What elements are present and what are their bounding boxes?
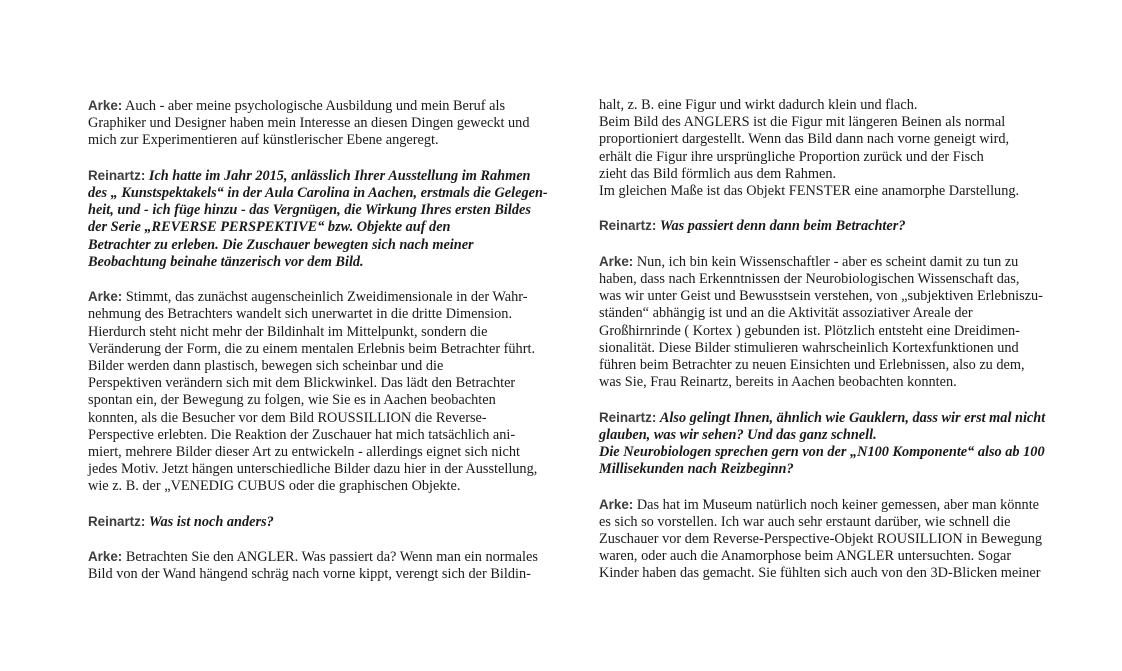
text-line [599,114,1077,131]
question-text: glauben, was wir sehen? Und das ganz schnell. [599,426,877,443]
speaker-label: Arke: [88,549,123,565]
answer-text: konnten, als die Besucher vor dem Bild ROUSSILLION die Reverse- [88,409,487,426]
text-line [599,357,1077,374]
answer-text: Zuschauer vor dem Reverse-Perspective-Objekt ROUSILLION in Bewegung [599,531,1043,548]
text-line [88,97,566,115]
text-line [599,409,1077,427]
answer-text: Graphiker und Designer haben mein Interesse an diesen Dingen geweckt und [88,115,530,132]
text-line [599,565,1077,582]
question-text: Betrachter zu erleben. Die Zuschauer bewegten sich nach meiner [88,236,474,253]
text-line [88,478,566,495]
question-text: Millisekunden nach Reizbeginn? [599,461,794,478]
answer-text: ständen“ abhängig ist und an die Aktivität assoziativer Areale der [599,305,973,322]
answer-text: Veränderung der Form, die zu einem mentalen Erlebnis beim Betrachter führt. [88,340,536,357]
answer-text: Großhirnrinde ( Kortex ) gebunden ist. Plötzlich entsteht eine Dreidimen- [599,322,1020,339]
text-line [599,253,1077,271]
answer-text: haben, dass nach Erkenntnissen der Neurobiologischen Wissenschaft das, [599,271,1020,287]
question-text: Was ist noch anders? [148,513,274,530]
interview-paragraph [88,97,566,150]
text-line [599,305,1077,322]
answer-text: Kinder haben das gemacht. Sie fühlten sich auch von den 3D-Blicken meiner [599,565,1041,582]
question-text: heit, und - ich füge hinzu - das Vergnügen, die Wirkung Ihres ersten Bildes [88,202,531,219]
text-line [88,288,566,306]
text-line [599,374,1077,391]
answer-text: proportioniert dargestellt. Wenn das Bild dann nach vorne geneigt wird, [599,131,1010,148]
text-line [88,566,566,583]
text-line [599,131,1077,148]
text-line [599,461,1077,478]
text-line [599,444,1077,461]
answer-text: führen beim Betrachter zu neuen Einsichten und Erlebnissen, also zu dem, [599,357,1025,374]
answer-text: Im gleichen Maße ist das Objekt FENSTER eine anamorphe Darstellung. [599,183,1020,200]
answer-text: spontan ein, der Bewegung zu folgen, wie Sie es in Aachen beobachten [88,392,496,409]
answer-text: Nun, ich bin kein Wissenschaftler - aber es scheint damit zu tun zu [636,253,1019,270]
text-line [599,548,1077,565]
interview-paragraph [599,496,1077,583]
text-line [599,340,1077,357]
text-line [88,254,566,271]
text-line [88,115,566,132]
text-line [88,548,566,566]
answer-text: halt, z. B. eine Figur und wirkt dadurch klein und flach. [599,97,918,113]
answer-text: zieht das Bild förmlich aus dem Rahmen. [599,165,837,182]
text-line [599,323,1077,340]
text-line [88,513,566,531]
question-text: Die Neurobiologen sprechen gern von der „N100 Komponente“ also ab 100 [599,444,1045,461]
interview-paragraph [88,167,566,271]
text-line [88,324,566,341]
answer-text: Das hat im Museum natürlich noch keiner gemessen, aber man könnte [636,496,1040,513]
question-text: Was passiert denn dann beim Betrachter? [659,218,906,235]
question-text: Beobachtung beinahe tänzerisch vor dem Bild. [88,253,364,270]
text-line [599,288,1077,305]
speaker-label: Reinartz: [88,513,146,529]
question-text: Also gelingt Ihnen, ähnlich wie Gauklern, dass wir erst mal nicht [659,409,1046,426]
answer-text: erhält die Figur ihre ursprüngliche Proportion zurück und der Fisch [599,148,984,165]
text-line [88,358,566,375]
text-line [88,444,566,461]
answer-text: was Sie, Frau Reinartz, bereits in Aachen beobachten konnten. [599,374,957,391]
text-line [88,392,566,409]
answer-text: Bild von der Wand hängend schräg nach vorne kippt, verengt sich der Bildin- [88,566,531,583]
question-text: Ich hatte im Jahr 2015, anlässlich Ihrer Ausstellung im Rahmen [148,167,531,184]
question-text: des „ Kunstspektakels“ in der Aula Carolina in Aachen, erstmals die Gelegen- [88,185,548,201]
text-line [599,531,1077,548]
answer-text: nehmung des Betrachters wandelt sich unerwartet in die dritte Dimension. [88,306,513,323]
speaker-label: Arke: [599,496,634,512]
interview-paragraph [599,253,1077,392]
interview-paragraph [88,548,566,583]
interview-paragraph [599,409,1077,479]
text-line [599,496,1077,514]
speaker-label: Reinartz: [599,218,657,234]
text-line [88,219,566,236]
text-line [88,185,566,202]
interview-paragraph [599,217,1077,235]
text-line [599,183,1077,200]
answer-text: Bilder werden dann plastisch, bewegen sich scheinbar und die [88,358,444,375]
text-line [88,410,566,427]
answer-text: was wir unter Geist und Bewusstsein verstehen, von „subjektiven Erlebniszu- [599,288,1043,305]
text-line [599,166,1077,183]
interview-paragraph [599,97,1077,200]
text-line [88,167,566,185]
text-line [88,237,566,254]
speaker-label: Arke: [599,253,634,269]
answer-text: waren, oder auch die Anamorphose beim ANGLER untersuchten. Sogar [599,548,1012,565]
answer-text: Stimmt, das zunächst augenscheinlich Zweidimensionale in der Wahr- [125,289,528,306]
answer-text: jedes Motiv. Jetzt hängen unterschiedliche Bilder dazu hier in der Ausstellung, [88,461,538,478]
answer-text: Hierdurch steht nicht mehr der Bildinhalt im Mittelpunkt, sondern die [88,323,488,340]
interview-paragraph [88,288,566,495]
answer-text: wie z. B. der „VENEDIG CUBUS oder die graphischen Objekte. [88,478,461,495]
answer-text: mich zur Experimentieren auf künstlerischer Ebene angeregt. [88,132,439,149]
answer-text: Perspektiven verändern sich mit dem Blickwinkel. Das lädt den Betrachter [88,375,516,392]
text-line [88,202,566,219]
text-line [599,514,1077,531]
answer-text: Betrachten Sie den ANGLER. Was passiert da? Wenn man ein normales [125,549,538,566]
text-line [88,375,566,392]
text-line [88,427,566,444]
text-line [599,271,1077,288]
text-line [88,341,566,358]
question-text: der Serie „REVERSE PERSPEKTIVE“ bzw. Objekte auf den [88,219,451,236]
text-line [599,217,1077,235]
text-line [88,461,566,478]
text-line [88,132,566,149]
text-line [599,97,1077,114]
speaker-label: Arke: [88,289,123,305]
speaker-label: Arke: [88,98,123,113]
answer-text: sionalität. Diese Bilder stimulieren wahrscheinlich Kortexfunktionen und [599,339,1019,356]
answer-text: miert, mehrere Bilder dieser Art zu entwickeln - allerdings eignet sich nicht [88,444,520,461]
text-line [599,149,1077,166]
text-line [599,427,1077,444]
left-column [88,97,566,584]
answer-text: Auch - aber meine psychologische Ausbildung und mein Beruf als [125,98,506,114]
interview-paragraph [88,513,566,531]
answer-text: Perspective erlebten. Die Reaktion der Zuschauer hat mich tatsächlich ani- [88,426,516,443]
text-line [88,306,566,323]
answer-text: es sich so vorstellen. Ich war auch sehr erstaunt darüber, wie schnell die [599,513,1011,530]
right-column [599,97,1077,583]
speaker-label: Reinartz: [599,409,657,425]
speaker-label: Reinartz: [88,167,146,183]
answer-text: Beim Bild des ANGLERS ist die Figur mit längeren Beinen als normal [599,114,1006,131]
